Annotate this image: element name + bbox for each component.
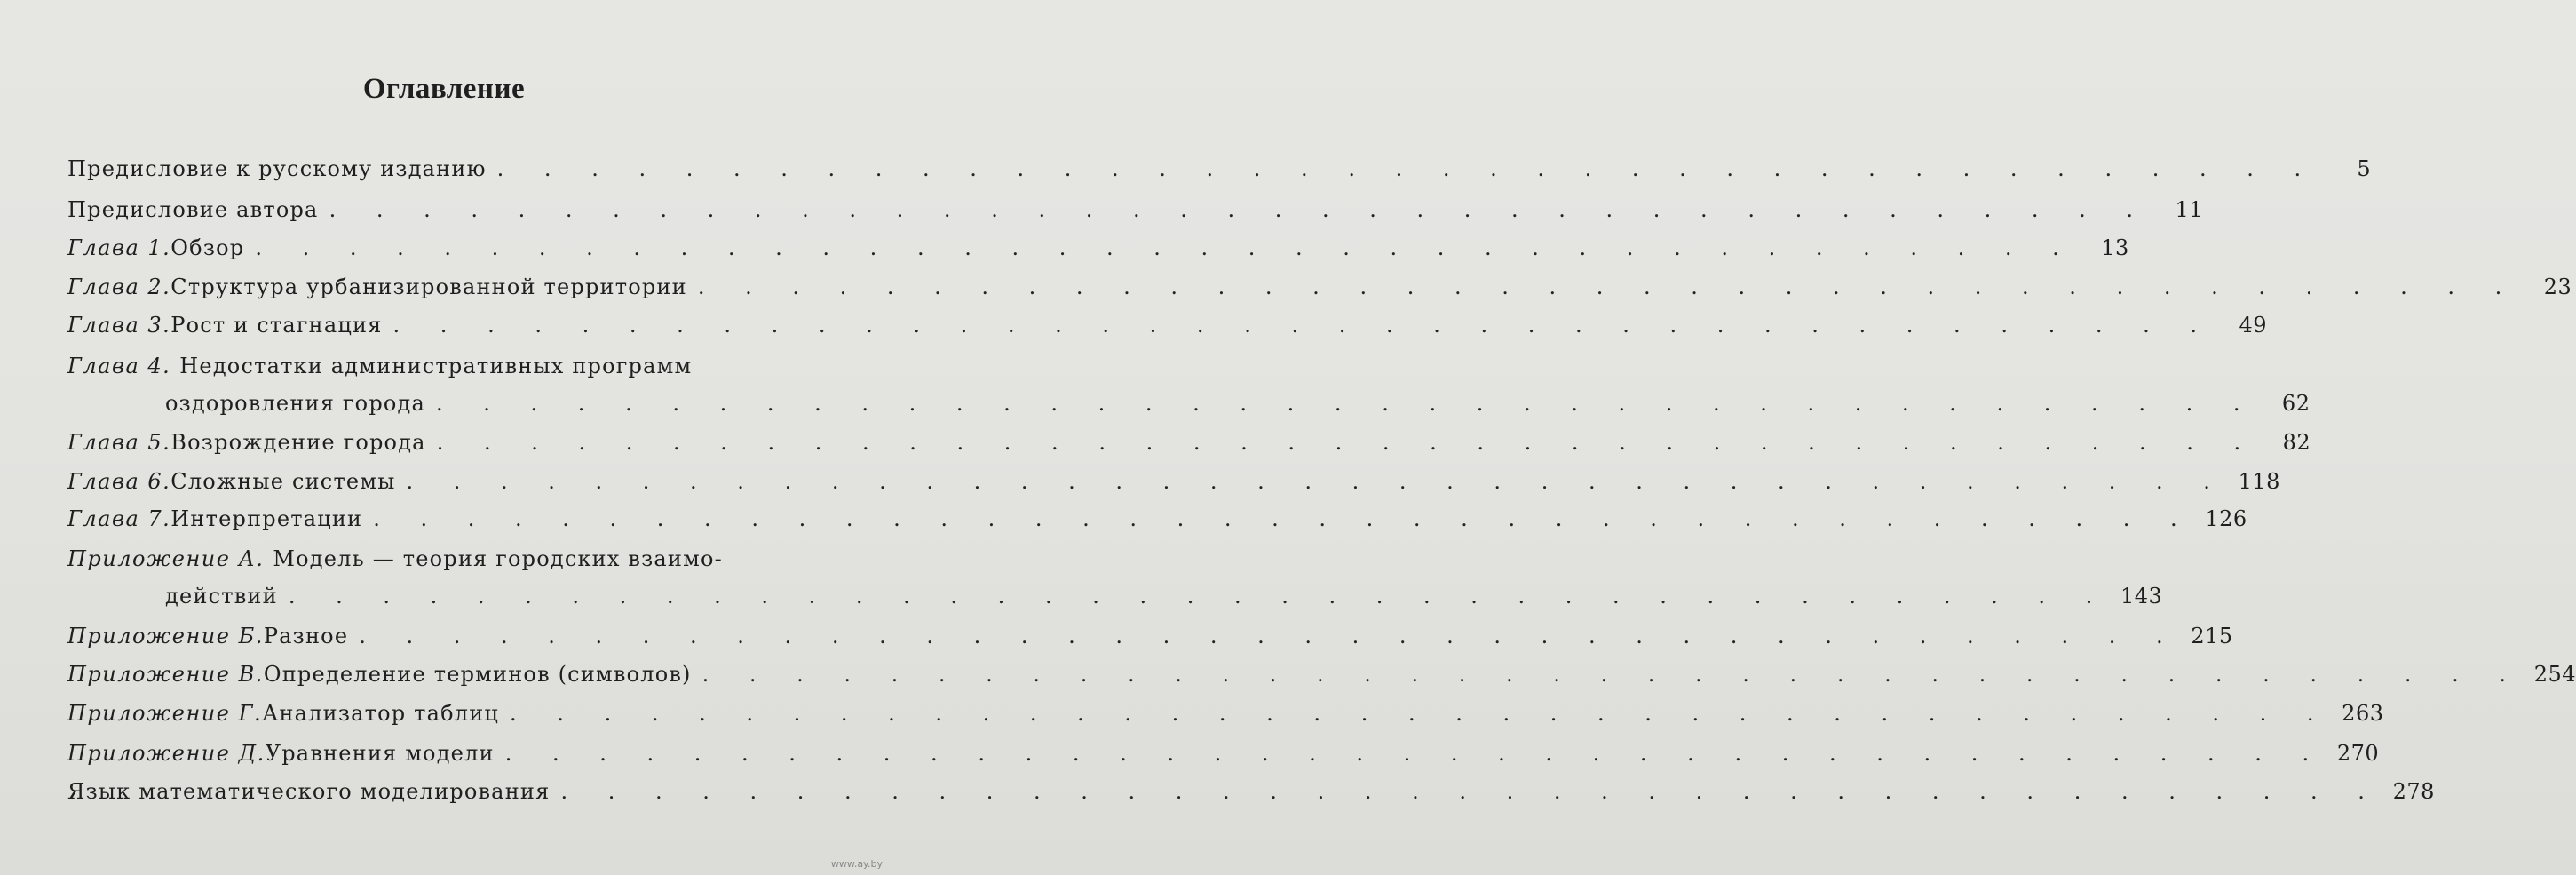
leader-dots: . . . . . . . . . . . . . . . . . . . . . . . . . . . . . . . . . . . . . . . [701, 662, 2524, 687]
toc-entry [67, 353, 746, 379]
toc-entry [67, 155, 2372, 182]
entry-title: Недостатки административных программ [179, 354, 693, 378]
entry-page: 5 [2357, 156, 2372, 181]
entry-title: Структура урбанизированной территории [170, 274, 687, 299]
leader-dots: . . . . . . . . . . . . . . . . . . . . . . . . . . . . . . . . . . . . . . . [697, 274, 2519, 299]
entry-prefix: Глава 2. [67, 274, 171, 299]
entry-title: Язык математического моделирования [67, 779, 551, 804]
entry-title: Модель — теория городских взаимо- [273, 546, 723, 571]
entry-page: 118 [2238, 469, 2280, 494]
entry-title: Уравнения модели [265, 741, 495, 766]
entry-title: Возрождение города [170, 430, 426, 455]
entry-page: 49 [2239, 313, 2267, 338]
entry-prefix: Приложение Д. [67, 741, 266, 766]
entry-prefix: Приложение В. [67, 662, 264, 687]
leader-dots: . . . . . . . . . . . . . . . . . . . . . . . . . . . . . . . . . . . . . . . [510, 701, 2331, 726]
toc-entry [67, 545, 746, 572]
leader-dots: . . . . . . . . . . . . . . . . . . . . . . . . . . . . . . . . . . . . . . . [560, 779, 2382, 804]
entry-prefix: Глава 3. [67, 313, 171, 338]
entry-prefix: Приложение Г. [67, 701, 263, 726]
leader-dots: . . . . . . . . . . . . . . . . . . . . . . . . . . . . . . . . . . . . . . . [373, 506, 2194, 531]
page-title: Оглавление [362, 73, 526, 105]
leader-dots: . . . . . . . . . . . . . . . . . . . . . . . . . . . . . . . . . . . . . . . [436, 430, 2258, 455]
entry-page: 23 [2543, 274, 2572, 299]
entry-prefix: Приложение Б. [67, 624, 264, 648]
entry-title: Разное [263, 624, 349, 648]
entry-prefix: Глава 6. [67, 469, 171, 494]
entry-title: Определение терминов (символов) [263, 662, 692, 687]
toc-entry [67, 661, 2576, 688]
entry-title: Предисловие автора [67, 197, 319, 222]
leader-dots: . . . . . . . . . . . . . . . . . . . . . . . . . . . . . . . . . . . . . . . [504, 741, 2326, 766]
toc-entry [67, 740, 2380, 767]
entry-page: 278 [2392, 779, 2435, 804]
leader-dots: . . . . . . . . . . . . . . . . . . . . . . . . . . . . . . . . . . . . . . . [406, 469, 2227, 494]
entry-title: Анализатор таблиц [262, 701, 500, 726]
leader-dots: . . . . . . . . . . . . . . . . . . . . . . . . . . . . . . . . . . . . . . . [255, 235, 2076, 260]
entry-title-continued: оздоровления города [165, 391, 426, 416]
entry-prefix: Глава 7. [67, 506, 171, 531]
entry-page: 215 [2191, 624, 2233, 648]
watermark: www.ay.by [830, 858, 883, 870]
toc-entry [67, 274, 2572, 300]
entry-title: Предисловие к русскому изданию [67, 156, 487, 181]
entry-title: Сложные системы [170, 469, 396, 494]
toc-entry-continuation [165, 390, 2310, 417]
entry-prefix: Приложение А. [67, 546, 265, 571]
toc-entry [67, 235, 2129, 261]
entry-title: Интерпретации [170, 506, 363, 531]
entry-page: 13 [2101, 235, 2129, 260]
toc-entry [67, 196, 2204, 223]
toc-entry [67, 468, 2280, 495]
leader-dots: . . . . . . . . . . . . . . . . . . . . . . . . . . . . . . . . . . . . . . . [496, 156, 2318, 181]
entry-title: Рост и стагнация [170, 313, 383, 338]
entry-prefix: Глава 4. [67, 354, 171, 378]
toc-entry [67, 700, 2384, 727]
leader-dots: . . . . . . . . . . . . . . . . . . . . . . . . . . . . . . . . . . . . . . . [436, 391, 2257, 416]
entry-page: 126 [2205, 506, 2247, 531]
entry-page: 62 [2281, 391, 2310, 416]
toc-entry-continuation [165, 583, 2163, 609]
entry-page: 82 [2282, 430, 2311, 455]
toc-entry [67, 429, 2311, 456]
toc-entry [67, 312, 2267, 338]
leader-dots: . . . . . . . . . . . . . . . . . . . . . . . . . . . . . . . . . . . . . . . [392, 313, 2214, 338]
entry-page: 263 [2342, 701, 2384, 726]
toc-entry [67, 778, 2435, 805]
entry-page: 11 [2175, 197, 2204, 222]
entry-page: 254 [2533, 662, 2576, 687]
leader-dots: . . . . . . . . . . . . . . . . . . . . . . . . . . . . . . . . . . . . . . . [359, 624, 2180, 648]
toc-entry [67, 623, 2233, 649]
entry-prefix: Глава 1. [67, 235, 171, 260]
entry-prefix: Глава 5. [67, 430, 171, 455]
entry-page: 143 [2120, 584, 2163, 609]
entry-title-continued: действий [165, 584, 278, 609]
entry-page: 270 [2336, 741, 2380, 766]
entry-title: Обзор [170, 235, 245, 260]
leader-dots: . . . . . . . . . . . . . . . . . . . . . . . . . . . . . . . . . . . . . . . [288, 584, 2110, 609]
toc-entry [67, 505, 2247, 532]
leader-dots: . . . . . . . . . . . . . . . . . . . . . . . . . . . . . . . . . . . . . . . [329, 197, 2151, 222]
